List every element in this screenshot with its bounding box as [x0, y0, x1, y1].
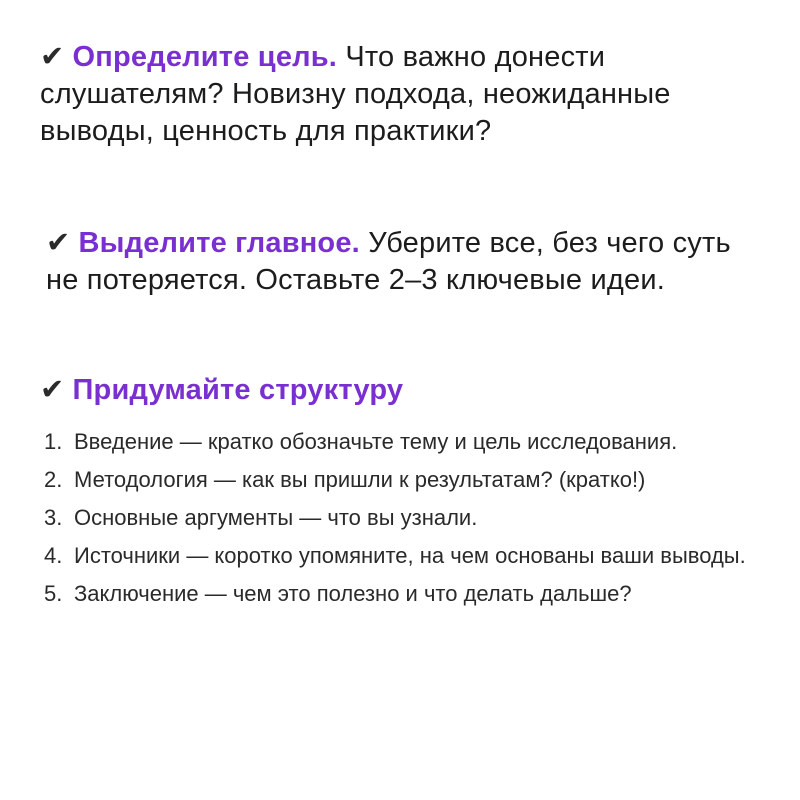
- step-text: Основные аргументы — что вы узнали.: [74, 505, 478, 530]
- list-item: [44, 576, 764, 612]
- list-item: [44, 462, 764, 498]
- tip-goal: [40, 39, 760, 150]
- tip-goal-heading: Определите цель.: [72, 41, 338, 73]
- step-number: 5.: [44, 581, 63, 606]
- list-item: [44, 538, 764, 574]
- list-item: [44, 424, 764, 460]
- step-text: Введение — кратко обозначьте тему и цель исследования.: [74, 429, 678, 454]
- list-item: [44, 500, 764, 536]
- step-number: 4.: [44, 543, 63, 568]
- tip-structure-heading: Придумайте структуру: [72, 374, 404, 406]
- step-text: Заключение — чем это полезно и что делать дальше?: [74, 581, 632, 606]
- step-number: 3.: [44, 505, 63, 530]
- step-number: 1.: [44, 429, 63, 454]
- step-text: Источники — коротко упомяните, на чем основаны ваши выводы.: [74, 543, 746, 568]
- checkmark-icon: ✔: [40, 41, 65, 73]
- structure-steps-list: [44, 424, 764, 614]
- checkmark-icon: ✔: [46, 227, 71, 259]
- tip-structure: [40, 372, 760, 409]
- tip-main-idea-text: Уберите все, без чего суть не потеряется. Оставьте 2–3 ключевые идеи.: [46, 227, 731, 296]
- checkmark-icon: ✔: [40, 374, 65, 406]
- tip-main-idea: [46, 225, 766, 299]
- step-number: 2.: [44, 467, 63, 492]
- step-text: Методология — как вы пришли к результатам? (кратко!): [74, 467, 646, 492]
- tip-main-idea-heading: Выделите главное.: [78, 227, 360, 259]
- tip-goal-text: Что важно донести слушателям? Новизну подхода, неожиданные выводы, ценность для практики?: [40, 41, 671, 147]
